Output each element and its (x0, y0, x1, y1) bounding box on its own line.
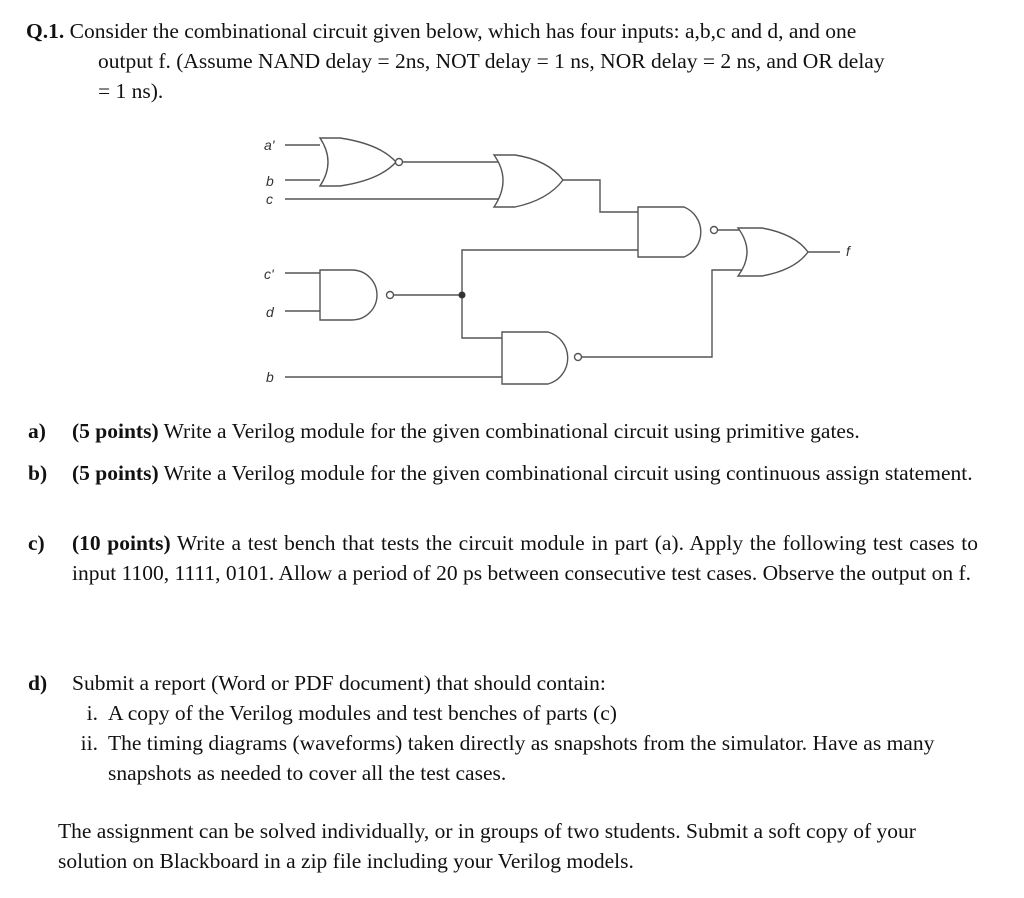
part-c-points: (10 points) (72, 531, 171, 555)
report-item-1 (62, 698, 978, 728)
label-b-top: b (266, 173, 274, 189)
nand-gate-1 (638, 207, 718, 257)
part-b-points: (5 points) (72, 461, 159, 485)
part-c-text: Write a test bench that tests the circuit module in part (a). Apply the following test cases to input 1100, 1111, 0101. Allow a period of 20 ps between consecutive test cases. Observe the output on f. (72, 531, 979, 585)
report-item-2-numeral: ii. (80, 731, 98, 755)
or-gate (494, 155, 563, 207)
nor-gate-1 (320, 138, 403, 186)
label-c-prime: c' (264, 266, 274, 282)
part-c (28, 528, 978, 588)
part-c-label: c) (28, 531, 45, 555)
question-number: Q.1. (26, 19, 65, 43)
junction-dot (459, 292, 466, 299)
report-item-2-text: The timing diagrams (waveforms) taken directly as snapshots from the simulator. Have as many snapshots as needed to cover all the test cases. (108, 731, 935, 785)
nand-gate-2 (320, 270, 394, 320)
question-line-3: = 1 ns). (98, 79, 164, 103)
part-a-points: (5 points) (72, 419, 159, 443)
question-line-1: Consider the combinational circuit given below, which has four inputs: a,b,c and d, and one (69, 19, 857, 43)
nor-gate-2 (738, 228, 808, 276)
part-b-label: b) (28, 461, 48, 485)
report-item-1-numeral: i. (86, 701, 98, 725)
report-item-1-text: A copy of the Verilog modules and test benches of parts (c) (108, 701, 617, 725)
closing-paragraph: The assignment can be solved individually, or in groups of two students. Submit a soft copy of your solution on Blackboard in a zip file including your Verilog models. (58, 819, 916, 873)
nand-gate-3 (502, 332, 582, 384)
label-f: f (846, 243, 850, 259)
part-a-label: a) (28, 419, 46, 443)
label-c: c (266, 191, 273, 207)
part-a-text: Write a Verilog module for the given combinational circuit using primitive gates. (158, 419, 860, 443)
question-line-2: output f. (Assume NAND delay = 2ns, NOT delay = 1 ns, NOR delay = 2 ns, and OR delay (98, 49, 885, 73)
part-a (28, 416, 978, 446)
part-b (28, 458, 978, 488)
part-b-text: Write a Verilog module for the given combinational circuit using continuous assign statement. (158, 461, 973, 485)
label-b-bottom: b (266, 369, 274, 385)
part-d (28, 668, 978, 698)
report-item-2 (62, 728, 978, 788)
label-a-prime: a' (264, 137, 275, 153)
part-d-label: d) (28, 671, 48, 695)
part-d-text: Submit a report (Word or PDF document) that should contain: (72, 671, 606, 695)
label-d: d (266, 304, 274, 320)
